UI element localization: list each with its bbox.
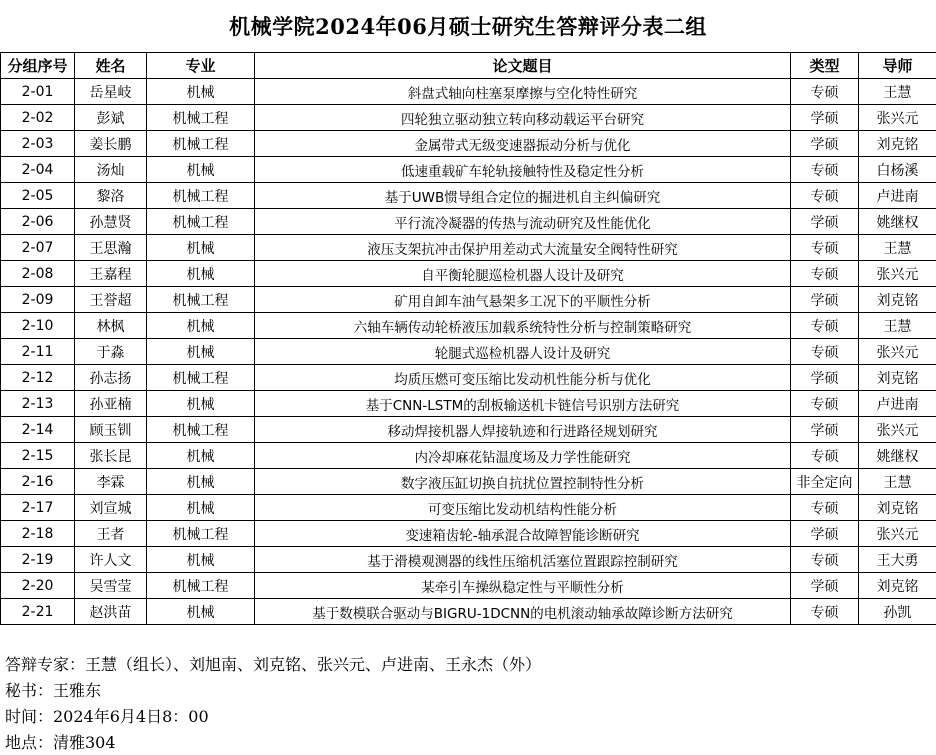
cell-major: 机械工程 <box>147 365 255 391</box>
cell-major: 机械工程 <box>147 183 255 209</box>
cell-seq: 2-20 <box>1 573 75 599</box>
cell-topic: 基于数模联合驱动与BIGRU-1DCNN的电机滚动轴承故障诊断方法研究 <box>255 599 791 625</box>
table-row <box>1 521 936 547</box>
cell-name: 彭斌 <box>75 105 147 131</box>
cell-topic: 低速重载矿车轮轨接触特性及稳定性分析 <box>255 157 791 183</box>
cell-major: 机械工程 <box>147 209 255 235</box>
cell-name: 张长昆 <box>75 443 147 469</box>
cell-seq: 2-04 <box>1 157 75 183</box>
table-row <box>1 183 936 209</box>
table-row <box>1 209 936 235</box>
cell-type: 学硕 <box>791 521 859 547</box>
cell-seq: 2-06 <box>1 209 75 235</box>
cell-topic: 变速箱齿轮-轴承混合故障智能诊断研究 <box>255 521 791 547</box>
cell-name: 汤灿 <box>75 157 147 183</box>
header-major: 专业 <box>147 53 255 79</box>
cell-advisor: 张兴元 <box>859 261 936 287</box>
cell-major: 机械 <box>147 235 255 261</box>
cell-type: 学硕 <box>791 209 859 235</box>
cell-topic: 轮腿式巡检机器人设计及研究 <box>255 339 791 365</box>
cell-type: 学硕 <box>791 287 859 313</box>
cell-major: 机械工程 <box>147 573 255 599</box>
cell-name: 王思瀚 <box>75 235 147 261</box>
cell-topic: 六轴车辆传动轮桥液压加载系统特性分析与控制策略研究 <box>255 313 791 339</box>
cell-seq: 2-13 <box>1 391 75 417</box>
cell-topic: 均质压燃可变压缩比发动机性能分析与优化 <box>255 365 791 391</box>
footer-time: 时间：2024年6月4日8：00 <box>5 707 209 726</box>
cell-seq: 2-05 <box>1 183 75 209</box>
cell-advisor: 刘克铭 <box>859 287 936 313</box>
cell-name: 孙慧贤 <box>75 209 147 235</box>
table-row <box>1 391 936 417</box>
defense-score-table <box>0 52 936 649</box>
cell-advisor: 王慧 <box>859 313 936 339</box>
cell-advisor: 卢进南 <box>859 391 936 417</box>
cell-type: 专硕 <box>791 443 859 469</box>
cell-type: 学硕 <box>791 105 859 131</box>
table-row <box>1 365 936 391</box>
cell-topic: 四轮独立驱动独立转向移动载运平台研究 <box>255 105 791 131</box>
cell-major: 机械工程 <box>147 521 255 547</box>
cell-type: 专硕 <box>791 547 859 573</box>
cell-advisor: 张兴元 <box>859 521 936 547</box>
page-title: 机械学院2024年06月硕士研究生答辩评分表二组 <box>229 14 707 39</box>
cell-advisor: 卢进南 <box>859 183 936 209</box>
cell-type: 学硕 <box>791 365 859 391</box>
cell-type: 非全定向 <box>791 469 859 495</box>
cell-topic: 斜盘式轴向柱塞泵摩擦与空化特性研究 <box>255 79 791 105</box>
footer-experts: 答辩专家：王慧（组长）、刘旭南、刘克铭、张兴元、卢进南、王永杰（外） <box>5 655 542 674</box>
cell-major: 机械 <box>147 495 255 521</box>
cell-name: 顾玉钏 <box>75 417 147 443</box>
cell-seq: 2-07 <box>1 235 75 261</box>
table-row <box>1 157 936 183</box>
cell-major: 机械 <box>147 79 255 105</box>
cell-name: 孙志扬 <box>75 365 147 391</box>
table-row <box>1 417 936 443</box>
cell-seq: 2-16 <box>1 469 75 495</box>
table-row <box>1 443 936 469</box>
cell-name: 王者 <box>75 521 147 547</box>
cell-seq: 2-12 <box>1 365 75 391</box>
table-row <box>1 339 936 365</box>
table-row <box>1 547 936 573</box>
header-type: 类型 <box>791 53 859 79</box>
table-blank-cell <box>1 625 936 650</box>
table-row <box>1 287 936 313</box>
cell-major: 机械 <box>147 261 255 287</box>
cell-advisor: 张兴元 <box>859 339 936 365</box>
cell-advisor: 刘克铭 <box>859 365 936 391</box>
cell-type: 专硕 <box>791 391 859 417</box>
cell-name: 黎洛 <box>75 183 147 209</box>
cell-topic: 内冷却麻花钻温度场及力学性能研究 <box>255 443 791 469</box>
cell-type: 专硕 <box>791 495 859 521</box>
cell-advisor: 张兴元 <box>859 417 936 443</box>
cell-advisor: 张兴元 <box>859 105 936 131</box>
header-seq: 分组序号 <box>1 53 75 79</box>
table-row <box>1 105 936 131</box>
cell-name: 王誉超 <box>75 287 147 313</box>
cell-name: 李霖 <box>75 469 147 495</box>
cell-major: 机械 <box>147 443 255 469</box>
cell-advisor: 刘克铭 <box>859 131 936 157</box>
table-row <box>1 495 936 521</box>
cell-topic: 可变压缩比发动机结构性能分析 <box>255 495 791 521</box>
table-row <box>1 79 936 105</box>
header-advisor: 导师 <box>859 53 936 79</box>
cell-topic: 某牵引车操纵稳定性与平顺性分析 <box>255 573 791 599</box>
cell-seq: 2-11 <box>1 339 75 365</box>
cell-topic: 金属带式无级变速器振动分析与优化 <box>255 131 791 157</box>
cell-seq: 2-18 <box>1 521 75 547</box>
table-row <box>1 261 936 287</box>
cell-topic: 基于UWB惯导组合定位的掘进机自主纠偏研究 <box>255 183 791 209</box>
footer-secretary: 秘书：王雅东 <box>5 681 102 700</box>
cell-seq: 2-01 <box>1 79 75 105</box>
cell-seq: 2-15 <box>1 443 75 469</box>
cell-major: 机械 <box>147 391 255 417</box>
table-row <box>1 313 936 339</box>
cell-seq: 2-10 <box>1 313 75 339</box>
header-topic: 论文题目 <box>255 53 791 79</box>
cell-major: 机械 <box>147 599 255 625</box>
cell-name: 于淼 <box>75 339 147 365</box>
cell-name: 孙亚楠 <box>75 391 147 417</box>
table-row <box>1 469 936 495</box>
cell-major: 机械工程 <box>147 417 255 443</box>
cell-type: 学硕 <box>791 417 859 443</box>
cell-name: 林枫 <box>75 313 147 339</box>
cell-name: 吴雪莹 <box>75 573 147 599</box>
cell-seq: 2-08 <box>1 261 75 287</box>
cell-advisor: 刘克铭 <box>859 573 936 599</box>
cell-advisor: 姚继权 <box>859 209 936 235</box>
cell-advisor: 王慧 <box>859 79 936 105</box>
cell-advisor: 王慧 <box>859 235 936 261</box>
cell-type: 学硕 <box>791 131 859 157</box>
table-row <box>1 235 936 261</box>
cell-seq: 2-14 <box>1 417 75 443</box>
cell-name: 姜长鹏 <box>75 131 147 157</box>
cell-type: 专硕 <box>791 183 859 209</box>
cell-type: 专硕 <box>791 157 859 183</box>
cell-major: 机械工程 <box>147 287 255 313</box>
cell-name: 许人文 <box>75 547 147 573</box>
cell-topic: 自平衡轮腿巡检机器人设计及研究 <box>255 261 791 287</box>
cell-name: 刘宣城 <box>75 495 147 521</box>
cell-major: 机械工程 <box>147 131 255 157</box>
table-blank-row <box>1 625 936 650</box>
cell-major: 机械 <box>147 469 255 495</box>
header-name: 姓名 <box>75 53 147 79</box>
cell-advisor: 白杨溪 <box>859 157 936 183</box>
cell-type: 专硕 <box>791 261 859 287</box>
table-row <box>1 573 936 599</box>
cell-type: 专硕 <box>791 235 859 261</box>
cell-topic: 基于滑模观测器的线性压缩机活塞位置跟踪控制研究 <box>255 547 791 573</box>
table-row <box>1 599 936 625</box>
cell-type: 专硕 <box>791 599 859 625</box>
table-header-row <box>1 53 936 79</box>
cell-advisor: 王慧 <box>859 469 936 495</box>
cell-advisor: 孙凯 <box>859 599 936 625</box>
cell-topic: 平行流冷凝器的传热与流动研究及性能优化 <box>255 209 791 235</box>
cell-name: 赵洪苗 <box>75 599 147 625</box>
cell-seq: 2-17 <box>1 495 75 521</box>
cell-topic: 矿用自卸车油气悬架多工况下的平顺性分析 <box>255 287 791 313</box>
cell-topic: 移动焊接机器人焊接轨迹和行进路径规划研究 <box>255 417 791 443</box>
cell-name: 王嘉程 <box>75 261 147 287</box>
cell-advisor: 刘克铭 <box>859 495 936 521</box>
cell-topic: 数字液压缸切换自抗扰位置控制特性分析 <box>255 469 791 495</box>
cell-major: 机械 <box>147 339 255 365</box>
cell-name: 岳星岐 <box>75 79 147 105</box>
cell-major: 机械 <box>147 313 255 339</box>
cell-topic: 基于CNN-LSTM的刮板输送机卡链信号识别方法研究 <box>255 391 791 417</box>
cell-seq: 2-09 <box>1 287 75 313</box>
cell-topic: 液压支架抗冲击保护用差动式大流量安全阀特性研究 <box>255 235 791 261</box>
cell-type: 专硕 <box>791 339 859 365</box>
footer-place: 地点：清雅304 <box>5 733 116 752</box>
cell-advisor: 姚继权 <box>859 443 936 469</box>
cell-seq: 2-21 <box>1 599 75 625</box>
cell-seq: 2-03 <box>1 131 75 157</box>
cell-major: 机械 <box>147 157 255 183</box>
cell-type: 专硕 <box>791 79 859 105</box>
cell-type: 专硕 <box>791 313 859 339</box>
cell-major: 机械 <box>147 547 255 573</box>
cell-type: 学硕 <box>791 573 859 599</box>
cell-seq: 2-02 <box>1 105 75 131</box>
cell-major: 机械工程 <box>147 105 255 131</box>
table-row <box>1 131 936 157</box>
cell-seq: 2-19 <box>1 547 75 573</box>
cell-advisor: 王大勇 <box>859 547 936 573</box>
